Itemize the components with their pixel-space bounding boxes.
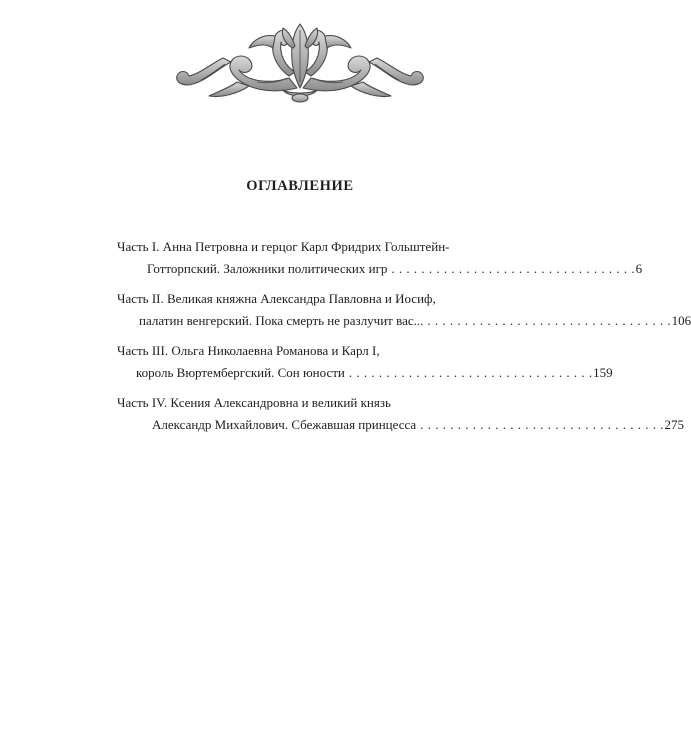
dot-leader <box>345 362 592 384</box>
dot-leader <box>423 310 670 332</box>
toc-entry[interactable] <box>117 288 691 332</box>
toc-entry-continuation <box>117 414 684 436</box>
baroque-ornament-icon <box>171 18 429 108</box>
toc-entry-continuation <box>117 258 643 280</box>
toc-entry-title-line: Часть II. Великая княжна Александра Павловна и Иосиф, <box>117 291 436 306</box>
toc-entry-continuation <box>117 362 613 384</box>
toc-entry[interactable] <box>117 340 613 384</box>
dot-leader <box>387 258 634 280</box>
toc-entry-continuation <box>117 310 691 332</box>
dot-leader <box>416 414 663 436</box>
toc-page-number: 6 <box>635 261 643 276</box>
toc-entry-title-line: Часть III. Ольга Николаевна Романова и Карл I, <box>117 343 380 358</box>
table-of-contents <box>117 236 691 444</box>
page-title: ОГЛАВЛЕНИЕ <box>246 178 354 194</box>
toc-entry-title-cont: король Вюртембергский. Сон юности <box>136 365 345 380</box>
toc-page-number: 106 <box>671 313 691 328</box>
toc-entry[interactable] <box>117 236 643 280</box>
toc-entry-title-cont: палатин венгерский. Пока смерть не разлучит вас... <box>139 313 424 328</box>
toc-page-number: 275 <box>664 417 684 432</box>
toc-entry-title-cont: Александр Михайлович. Сбежавшая принцесса <box>152 417 417 432</box>
toc-entry-title-line: Часть I. Анна Петровна и герцог Карл Фридрих Гольштейн- <box>117 239 450 254</box>
toc-entry-title-cont: Готторпский. Заложники политических игр <box>147 261 388 276</box>
toc-page-number: 159 <box>593 365 613 380</box>
toc-entry[interactable] <box>117 392 684 436</box>
toc-entry-title-line: Часть IV. Ксения Александровна и великий князь <box>117 395 391 410</box>
